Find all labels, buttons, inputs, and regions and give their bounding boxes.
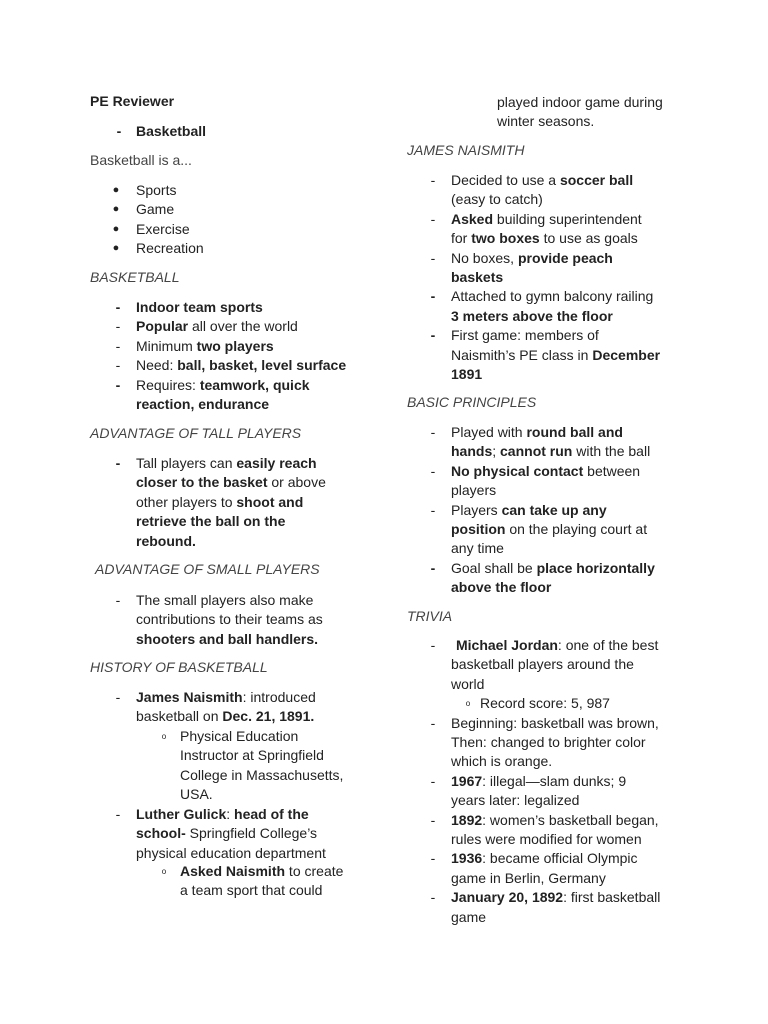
document-title: PE Reviewer — [90, 93, 175, 109]
circle-marker: o — [161, 867, 167, 876]
section-heading-basic-principles: BASIC PRINCIPLES — [407, 394, 537, 410]
section-heading-small-players: ADVANTAGE OF SMALL PLAYERS — [95, 561, 320, 577]
subtopic-label: Basketball — [136, 123, 207, 139]
section-heading-basketball: BASKETBALL — [90, 269, 180, 285]
bullet-marker: ● — [112, 242, 120, 255]
intro-text: Basketball is a... — [90, 152, 192, 168]
circle-marker: o — [161, 732, 167, 741]
circle-marker: o — [465, 699, 471, 709]
document-page: PE Reviewer - Basketball Basketball is a... ● Sports ● Game ● Exercise ● Recreation BASKETBALL - Indoor team sports - Popular all over the world - Minimum two players - Need: ball, basket, level surface - Requires: teamwork, quick reaction, endurance ADVANTAGE OF TALL PLAYERS - Tall players can easily reach closer to the basket or above other players to shoot and retrieve the ball on the rebound. ADVANTAGE OF SMALL PLAYERS - The small players also make contributions to their teams as shooters and ball handlers. HISTORY OF BASKETBALL - James Naismith: introduced basketball on Dec. 21, 1891. o Physical Education Instructor at Springfield College in Massachusetts, USA. - Luther Gulick: head of the school- Springfield College’s physical education department o Asked Naismith to create a team sport that could played indoor game during winter seasons. JAMES NAISMITH - Decided to use a soccer ball (easy to catch) - Asked building superintendent for two boxes to use as goals - No boxes, provide peach baskets - Attached to gymn balcony railing 3 meters above the floor - First game: members of Naismith’s PE class in December 1891 BASIC PRINCIPLES - Played with round ball and hands; cannot run with the ball - No physical contact between players - Players can take up any position on the playing court at any time - Goal shall be place horizontally above the floor TRIVIA - Michael Jordan: one of the best basketball players around the world o Record score: 5, 987 - Beginning: basketball was brown, Then: changed to brighter color which is orange. - 1967: illegal—slam dunks; 9 years later: legalized - 1892: women’s basketball began, rules were modified for women - 1936: became official Olympic game in Berlin, Germany - January 20, 1892: first basketball game — [90, 93, 663, 925]
bullet-marker: ● — [112, 184, 120, 196]
bullet-marker: ● — [112, 203, 120, 216]
continued-text: played indoor game during winter seasons. — [497, 94, 663, 130]
section-heading-trivia: TRIVIA — [407, 608, 453, 624]
dash-marker: - — [116, 123, 122, 139]
section-heading-history: HISTORY OF BASKETBALL — [90, 659, 268, 675]
bullet-marker: ● — [112, 222, 120, 235]
section-heading-james-naismith: JAMES NAISMITH — [407, 142, 525, 158]
section-heading-tall-players: ADVANTAGE OF TALL PLAYERS — [90, 425, 302, 441]
